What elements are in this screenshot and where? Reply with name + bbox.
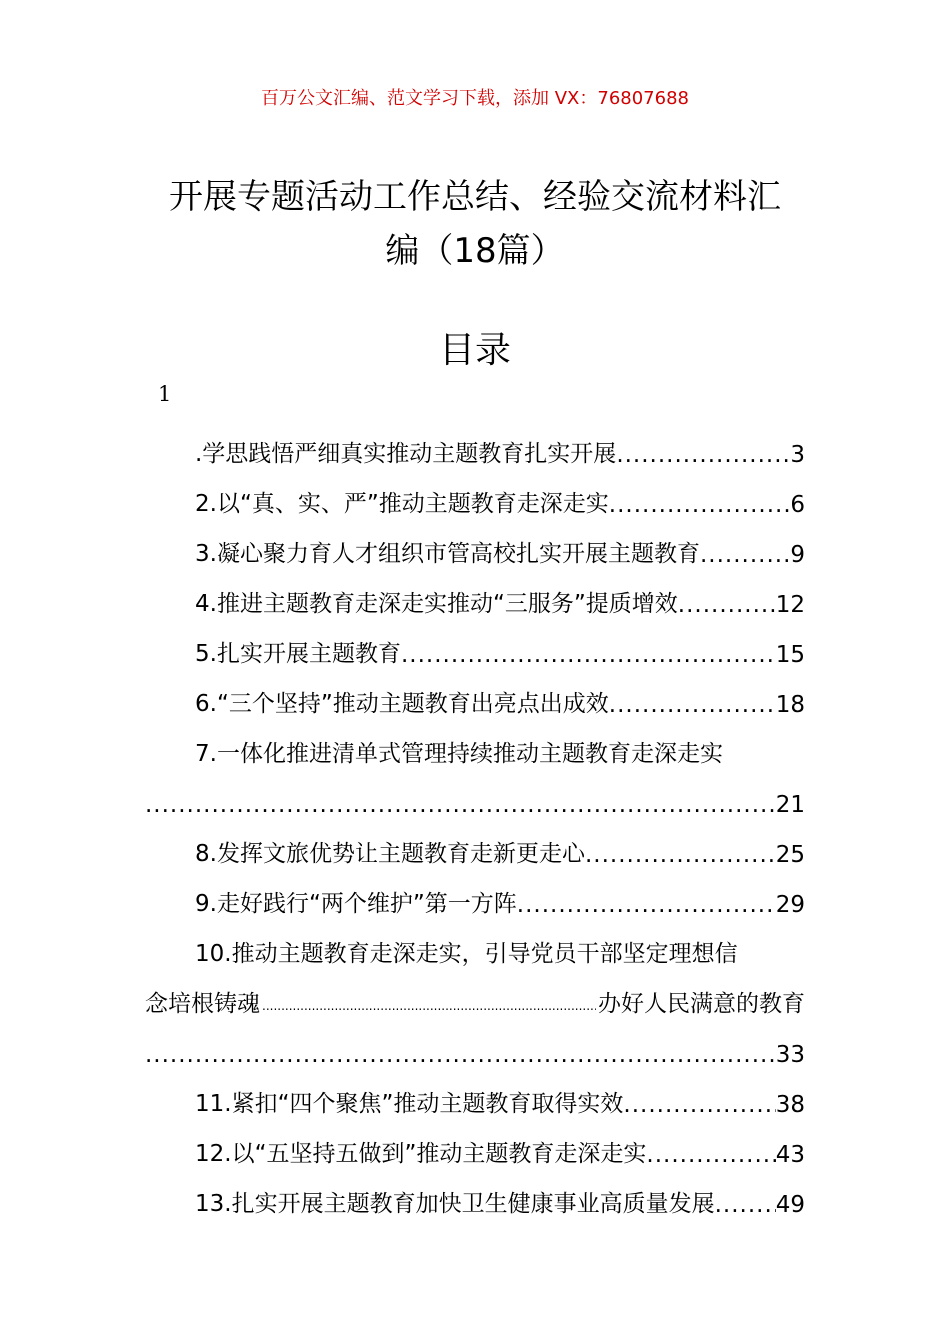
dot-leader [262,999,596,1013]
dot-leader [517,892,776,918]
toc-entry-page: 43 [775,1142,805,1168]
dot-leader [646,1142,775,1168]
toc-entry-page: 25 [775,842,805,868]
volume-number: 1 [158,382,172,406]
toc-entry-4[interactable] [145,568,805,618]
dot-leader [616,442,790,468]
toc-entry-page: 29 [775,892,805,918]
toc-entry-1[interactable] [145,418,805,468]
toc-entry-title: 7.一体化推进清单式管理持续推动主题教育走深走实 [195,741,723,767]
toc-entry-8[interactable] [145,818,805,868]
toc-entry-title: 12.以“五坚持五做到”推动主题教育走深走实 [195,1141,647,1167]
dot-leader [715,1192,776,1218]
toc-entry-title: 6.“三个坚持”推动主题教育出亮点出成效 [195,691,609,717]
dot-leader [145,1042,776,1068]
toc-entry-5[interactable] [145,618,805,668]
toc-entry-title: 2.以“真、实、严”推动主题教育走深走实 [195,491,609,517]
dot-leader [678,592,776,618]
document-title [130,170,820,278]
toc-entry-2[interactable] [145,468,805,518]
toc-entry-page: 3 [790,442,805,468]
title-line-2: 编（18篇） [385,231,565,271]
dot-leader [585,842,776,868]
dot-leader [401,642,776,668]
toc-entry-page: 15 [775,642,805,668]
toc-entry-12[interactable] [145,1118,805,1168]
toc-entry-10[interactable] [145,918,805,1068]
toc-entry-7[interactable] [145,718,805,818]
toc-entry-page: 21 [775,792,805,818]
dot-leader [609,492,791,518]
table-of-contents [145,418,805,1218]
toc-entry-title: 9.走好践行“两个维护”第一方阵 [195,891,517,917]
dot-leader [623,1092,775,1118]
toc-entry-title: 5.扎实开展主题教育 [195,641,401,667]
toc-entry-page: 12 [775,592,805,618]
toc-entry-11[interactable] [145,1068,805,1118]
toc-entry-title: 11.紧扣“四个聚焦”推动主题教育取得实效 [195,1091,624,1117]
toc-entry-6[interactable] [145,668,805,718]
toc-entry-page: 33 [775,1042,805,1068]
toc-heading: 目录 [438,330,511,371]
toc-entry-13[interactable] [145,1168,805,1218]
toc-entry-title: .学思践悟严细真实推动主题教育扎实开展 [195,441,617,467]
toc-entry-page: 18 [775,692,805,718]
toc-entry-9[interactable] [145,868,805,918]
toc-entry-title: 13.扎实开展主题教育加快卫生健康事业高质量发展 [195,1191,715,1217]
toc-entry-page: 9 [790,542,805,568]
toc-entry-title-line-1: 10.推动主题教育走深走实，引导党员干部坚定理想信 [195,941,738,967]
toc-entry-title: 8.发挥文旅优势让主题教育走新更走心 [195,841,585,867]
dot-leader [700,542,790,568]
toc-entry-page: 6 [790,492,805,518]
dot-leader [145,792,776,818]
title-line-1: 开展专题活动工作总结、经验交流材料汇 [169,177,781,217]
header-note: 百万公文汇编、范文学习下载，添加 VX：76807688 [261,88,689,109]
toc-entry-page: 38 [775,1092,805,1118]
toc-entry-title: 3.凝心聚力育人才组织市管高校扎实开展主题教育 [195,541,700,567]
toc-entry-3[interactable] [145,518,805,568]
toc-entry-title-line-2a: 念培根铸魂 [145,991,260,1017]
dot-leader [609,692,776,718]
toc-entry-title-line-2b: 办好人民满意的教育 [598,991,805,1017]
toc-entry-title: 4.推进主题教育走深走实推动“三服务”提质增效 [195,591,678,617]
toc-entry-page: 49 [775,1192,805,1218]
